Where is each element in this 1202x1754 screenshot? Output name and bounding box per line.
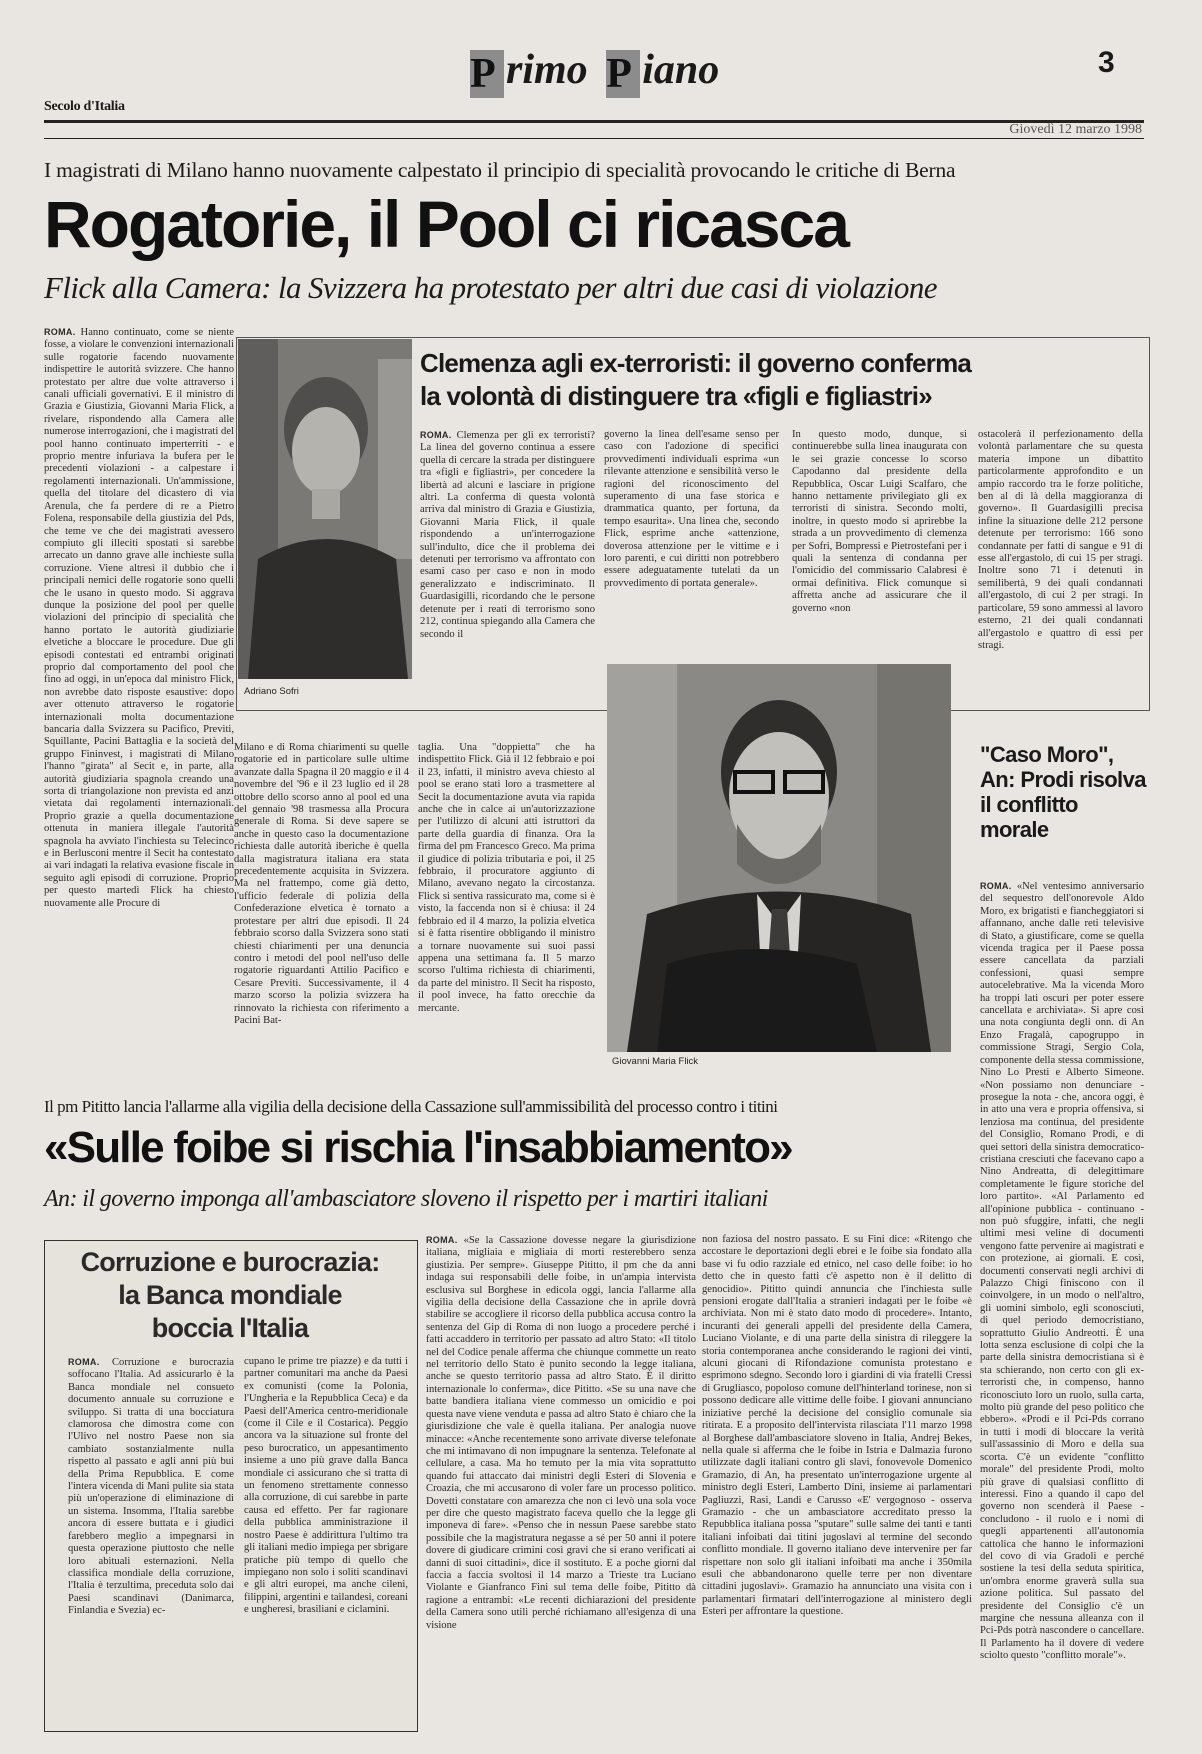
foibe-text-2: non faziosa del nostro passato. E su Fini dice: «Ritengo che accostare le deportazioni degli ebrei e le foibe sia fondato alla base vi fu odio razziale ed etnico, nel caso delle foibe: io ho detto che in questo fatti c'è aspetto non è il delitto di genocidio». Pititto quindi annuncia che l'inchiesta sulle pensioni erogate dall'Italia a stranieri indagati per le foibe «è archiviata. Non mi è stato dato modo di procedere». Intanto, incuranti dei generali appelli del presidente della Camera, Luciano Violante, e di una parte della sinistra di rileggere la storia contemporanea anche considerando le ragioni dei vinti, alcuni giocani di Rifondazione comunista protestano e esprimono sdegno. Secondo loro i giardini di via fratelli Cressi di Grugliasco, popoloso comune dell'hinterland torinese, non si possono dedicare alle vittime delle foibe. I giovani annunciano iniziative perché la decisione del consiglio comunale sia ritirata. E a proposito dell'intervista rilasciata l'11 marzo 1998 al Borghese dall'ambasciatore sloveno in Italia, Andrej Bekes, nella quale si afferma che le foibe in Istria e Dalmazia furono utilizzate dagli italiani contro gli slavi, fonovevole Domenico Gramazio, di An, ha presentato un'interrogazione urgente al ministro degli Esteri, Lamberto Dini, insieme ai parlamentari Pagliuzzi, Rasi, Landi e Carusso «E' vergognoso - osserva Gramazio - che un ambasciatore accreditato presso la Repubblica italiana possa "sputare" sulle salme dei tanti e tanti italiani infoibati dai titini jugoslavi al termine del secondo conflitto mondiale. Il governo italiano deve intervenire per far rispettare non solo gli italiani infoibati ma anche i 350mila esuli che abbandonarono quelle terre per non diventare cittadini jugoslavi». Gramazio ha annunciato una visita con i parlamentari firmatari dell'interrogazione al ministero degli Esteri per affrontare la questione. [702,1234,972,1618]
main-story-column-1 [44,326,234,1054]
banca-headline-line-2: la Banca mondiale [118,1280,342,1310]
sofri-photo [238,339,412,679]
clemenza-headline-line-2: la volontà di distinguere tra «figli e figliastri» [420,381,932,411]
moro-column [980,880,1144,1732]
clemenza-text-1: Clemenza per gli ex terroristi? La linea del governo continua a essere quella di cercare la strada per distinguere tra «figli e figliastri», per concedere la libertà ad alcuni e lasciare in prigione altri. La conferma di questa volontà arriva dal ministro di Grazia e Giustizia, Giovanni Maria Flick, il quale rispondendo a un'interrogazione sull'indulto, dice che il problema dei detenuti per terrorismo va affrontato con esami caso per caso e non in modo generalizzato e indiscriminato. Il Guardasigilli, ricordando che le persone detenute per i reati di terrorismo sono 212, continua spiegando alla Camera che secondo il [420,430,595,640]
clemenza-text-3: In questo modo, dunque, si continuerebbe sulla linea inaugurata con le sei grazie concesse lo scorso Capodanno dal presidente della Repubblica, Oscar Luigi Scalfaro, che hanno nettamente privilegiato gli ex terroristi di sinistra. Secondo molti, inoltre, in questo modo si aprirebbe la strada a un provvedimento di clemenza per Sofri, Bompressi e Pietrostefani per i quali la sentenza di condanna per l'omicidio del commissario Calabresi è ormai definitiva. Flick comunque si affretta anche ad assicurare che il governo «non [792,429,967,614]
moro-dateline: ROMA. [980,881,1012,891]
foibe-column-2 [702,1234,972,1730]
banca-column-2 [244,1356,408,1722]
sofri-caption: Adriano Sofri [244,686,299,697]
flick-portrait-image [607,664,951,1052]
banca-headline-line-1: Corruzione e burocrazia: [80,1247,380,1277]
foibe-headline: «Sulle foibe si rischia l'insabbiamento» [44,1123,792,1172]
clemenza-text-2: governo la linea dell'esame senso per caso con l'adozione di specifici provvedimenti individuali esprima «un rilevante attenzione e sensibilità verso le ragioni del riconoscimento del superamento di una fase storica e drammatica quanto, per fortuna, da tempo esaurita». Una linea che, secondo Flick, esprime anche «attenzione, doverosa attenzione per le vittime e i loro parenti, e cui diritti non potrebbero essere adeguatamente tutelati da un provvedimento di portata generale». [604,429,779,589]
clemenza-column-3 [792,429,967,664]
section-initial-piano: P [606,50,640,98]
flick-photo [607,664,951,1052]
clemenza-column-1 [420,429,595,674]
sofri-portrait-image [238,339,412,679]
moro-headline [980,742,1150,842]
issue-date: Giovedì 12 marzo 1998 [1009,122,1142,137]
main-story-text-2: Milano e di Roma chiarimenti su quelle rogatorie ed in particolare sulle ultime avanzate dalla Spagna il 20 maggio e il 4 novembre del '96 e il 23 luglio ed il 28 ottobre dello scorso anno al pool ed una del gennaio '98 trasmessa alla Procura generale di Roma. Si deve sapere se anche in questo caso la documentazione richiesta dalle autorità iberiche è quella dalla magistratura italiana era stata precedentemente acquisita in Svizzera. Ma nel frattempo, come già detto, l'ufficio federale di polizia della Confederazione elvetica è tornato a protestare per altri due episodi. Il 24 febbraio scorso dalla Svizzera sono stati chiesti chiarimenti per una denuncia contro i metodi del pool nell'uso delle rogatorie riguardanti Attilio Pacifico e Cesare Previti. Successivamente, il 4 marzo scorso la polizia svizzera ha rinnovato la richiesta con riferimento a Pacini Bat- [234,742,409,1026]
banca-headline [46,1246,414,1345]
foibe-column-1 [426,1234,696,1730]
banca-text-2: cupano le prime tre piazze) e da tutti i partner comunitari ma anche da Paesi ex comunisti (come la Polonia, l'Ungheria e la Repubblica Ceca) e da Paesi dell'America centro-meridionale (come il Cile e il Costarica). Peggio ancora va la situazione sul fronte del peso burocratico, un appesantimento insieme a uno più grave dalla Banca mondiale ci assicurano che si tratta di un fenomeno strettamente connesso alla corruzione, di cui sarebbe in parte causa ed effetto. Per far ragionare della pubblica amministrazione il nostro Paese è addirittura l'ultimo tra gli italiani medio impiega per sbrigare pratiche più tempo di quello che impiegano non solo i soliti scandinavi e gli altri europei, ma anche cileni, filippini, argentini e tailandesi, coreani e ungheresi, brasiliani e ciclamini. [244,1356,408,1616]
banca-dateline: ROMA. [68,1357,100,1367]
clemenza-column-4 [978,429,1143,699]
clemenza-column-2 [604,429,779,664]
section-title [470,46,719,98]
banca-column-1 [68,1356,234,1722]
clemenza-headline-line-1: Clemenza agli ex-terroristi: il governo conferma [420,348,972,378]
banca-text-1: Corruzione e burocrazia soffocano l'Italia. Ad assicurarlo è la Banca mondiale nel consueto documento annuale su corruzione e sviluppo. Si tratta di una bocciatura clamorosa che dimostra come con l'Ulivo nel nostro Paese non sia cambiato sostanzialmente nulla rispetto al passato e agli anni più bui della Prima Repubblica. E come l'intera vicenda di Mani pulite sia stata più un'operazione di eliminazione di un sistema. Insomma, l'Italia sarebbe ancora di essere buttata e i giudici farebbero meglio a impegnarsi in questa operazione piuttosto che nelle loro abituali esternazioni. Nella classifica mondiale della corruzione, l'Italia è terzultima, preceduta solo dai Paesi scandinavi (Danimarca, Finlandia e Svezia) ec- [68,1357,234,1617]
clemenza-text-4: ostacolerà il perfezionamento della volontà parlamentare che su questa materia impone un dibattito particolarmente approfondito e un ampio raccordo tra le forze politiche, ben al di là della maggioranza di governo». Il Guardasigilli precisa infine la situazione delle 212 persone detenute per terrorismo: 166 sono condannate per fatti di sangue e 91 di esse all'ergastolo, di cui 15 per stragi. Inoltre sono 71 i detenuti in semilibertà, 9 dei quali condannati all'ergastolo, di cui 2 per stragi. In particolare, 59 sono ammessi al lavoro esterno, 21 dei quali condannati all'ergastolo e quattro di essi per stragi. [978,429,1143,651]
main-subhead: Flick alla Camera: la Svizzera ha protestato per altri due casi di violazione [44,270,937,305]
paper-name: Secolo d'Italia [44,99,125,114]
main-story-column-3 [418,742,595,1042]
section-word-piano: iano [642,47,720,93]
moro-headline-quote: "Caso Moro", An: [980,742,1114,792]
page-number: 3 [1098,46,1115,79]
flick-caption: Giovanni Maria Flick [612,1056,699,1067]
section-initial-primo: P [470,50,504,98]
moro-headline-rest: Prodi risolva il conflitto morale [980,767,1146,842]
foibe-dateline: ROMA. [426,1235,458,1245]
main-story-text-1: Hanno continuato, come se niente fosse, a violare le convenzioni internazionali sulle rogatorie facendo nuovamente indispettire le autorità svizzere. Che hanno protestato per altre due volte attraverso i canali ufficiali governativi. E il ministro di Grazia e Giustizia, Giovanni Maria Flick, a rivelare, rispondendo alla Camera alle numerose interrogazioni, che i magistrati del pool hanno continuato imperterriti - e proprio mentre infuriava la bufera per le precedenti violazioni - a calpestare i regolamenti internazionali. Un'ammissione, quella del titolare del dicastero di via Arenula, che fa perdere di re a Pietro Folena, responsabile della giustizia del Pds, che teme ve che dei magistrati avessero compiuto gli illeciti spostati si sarebbe arrecato un danno grave alle inchieste sulla corruzione. Viene altresì il dubbio che i principali nemici delle rogatorie sono quelli che le usano in questo modo. Si aggrava dunque la posizione del pool per quelle violazioni del principio di specialità che hanno portato le autorità giudiziarie elvetiche a bloccare le procedure. Due gli episodi contestati ed entrambi originati proprio dal comportamento del pool che fino ad oggi, in un'epoca dal ministro Flick, non avrebbe dato risposte esaustive: dopo aver ottenuto attraverso le rogatorie internazionali molta documentazione bancaria dalla Svizzera su Pacifico, Previti, Squillante, Pacini Battaglia e la società del gruppo Fininvest, i magistrati di Milano l'hanno "girata" al Secit e, in parte, alla autorità giudiziaria spagnola creando una sorta di triangolazione non prevista ed anzi vietata dai regolamenti internazionali. Proprio grazie a quella documentazione ottenuta in maniera illegale l'autorità spagnola ha avviato l'inchiesta su Telecinco e in Berlusconi mentre il Secit ha contestato ai vari indagati la relativa evasione fiscale in seguito agli episodi di corruzione. Proprio per questo martedì Flick ha chiesto nuovamente alle Procure di [44,327,234,909]
main-kicker: I magistrati di Milano hanno nuovamente calpestato il principio di specialità provocando le critiche di Berna [44,158,956,182]
section-word-primo: rimo [506,47,588,93]
foibe-text-1: «Se la Cassazione dovesse negare la giurisdizione italiana, migliaia e migliaia di morti resterebbero senza giustizia. Per sempre». Giuseppe Pititto, il pm che da anni indaga sui responsabili delle foibe, in un'ampia intervista esclusiva sul Borghese in edicola oggi, lancia l'allarme alla vigilia della decisione della Cassazione che in aprile dovrà stabilire se accogliere il ricorso della pubblica accusa contro la sentenza del Gip di Roma di non luogo a procedere perché i fatti accaddero in territorio per passato ad altro Stato: «Il titolo nel del Codice penale afferma che chiunque commette un reato nel territorio dello Stato è punito secondo la legge italiana, anche se questo territorio passa ad altro Stato. È il diritto internazionale lo conferma», dice Pititto. «Se su una nave che batte bandiera italiana viene commesso un omicidio e poi questa nave viene venduta e passa ad altro Stato è chiaro che la giurisdizione che vale è quella italiana. Per analogia nuove minacce: «Anche recentemente sono arrivate diverse telefonate che mi intimavano di non impugnare la sentenza. Telefonate al cellulare, a casa. Ma ho temuto per la mia vita soprattutto quando fui attaccato dai ministri degli Esteri di Slovenia e Croazia, che mi accusarono di voler fare un processo politico. Dovetti constatare con amarezza che non ci levò una sola voce per dire che questo magistrato faceva quello che la legge gli imponeva di fare». «Penso che in nessun Paese sarebbe stato possibile che la magistratura negasse a sé per 50 anni il potere dovere di giudicare crimini così gravi che si erano verificati ai danni di suoi cittadini», dice il sostituto. E a poche giorni dal faccia a faccia svoltosi il 14 marzo a Trieste tra Luciano Violante e Gianfranco Fini sul tema delle foibe, Pititto dà ragione a entrambi: «Le recenti dichiarazioni del presidente della Camera sono utili perché richiamano all'esigenza di una visione [426,1235,696,1631]
main-story-text-3: taglia. Una "doppietta" che ha indispettito Flick. Già il 12 febbraio e poi il 23, infatti, il ministro aveva chiesto al pool se erano stati loro a trasmettere al Secit la documentazione avuta via rapida anche che in calce ai un'autorizzazione per l'utilizzo di alcuni atti istruttori da parte della guardia di finanza. Ora la firma del pm Francesco Greco. Ma prima il giudice di polizia tributaria e poi, il 25 febbraio, il procuratore aggiunto di Milano, avevano negato la circostanza. Flick si sentiva rassicurato ma, come si è visto, la faccenda non si è chiusa: il 24 febbraio ed il 4 marzo, la polizia elvetica si è fatta risentire obbligando il ministro a tornare nuovamente sui suoi passi appena una settimana fa. Il 5 marzo scorso l'ultima richiesta di chiarimenti, da parte del ministro. Il Secit ha risposto, il pool invece, ha fatto orecchie da mercante. [418,742,595,1014]
main-headline: Rogatorie, il Pool ci ricasca [44,187,848,261]
dateline: ROMA. [44,327,76,337]
moro-text: «Nel ventesimo anniversario del sequestro dell'onorevole Aldo Moro, ex brigatisti e fiancheggiatori si affannano, anche dalle reti televisive di Stato, a giustificare, come se quella vicenda tragica per il Paese possa essere cancellata da parziali confessioni, quasi sempre autocelebrative. Ma la vicenda Moro ha troppi lati oscuri per poter essere cancellata e archiviata». Si apre così una nota congiunta degli onn. di An Enzo Fragalà, capogruppo in commissione Stragi, Sergio Cola, componente della stessa commissione, Nino Lo Presti e Alberto Simeone. «Non possiamo non denunciare - prosegue la nota - che, ancora oggi, è in atto una vera e propria offensiva, si lenziosa ma continua, del presidente del Consiglio, Romano Prodi, e di quei settori della sinistra democratico-cristiana cresciuti che facevano capo a Nino Andreatta, di delegittimare completamente le figure storiche del loro partito». «Al Parlamento ed all'opinione pubblica - continuano - non può sfuggire, infatti, che negli ultimi mesi veline di documenti vengono fatte pervenire ai magistrati e con protezione, ai giornali. E così, documenti conservati negli archivi di Palazzo Chigi finiscono con il coinvolgere, in un modo o nell'altro, gli uomini simbolo, egli sconosciuti, di quel periodo democristiano, soprattutto Giulio Andreotti. È una lotta senza esclusione di colpi che la parte della sinistra democristiana sì è sta schierando, non certo con gli ex-terroristi che, in compenso, hanno riconosciuto loro un ruolo, sulla carta, molto più grande del peso politico che ebbero». «Prodi e il Pci-Pds corrano in tutti i modi di bloccare la verità sull'assassinio di Moro e della sua scorta. C'è un evidente "conflitto morale" del presidente Prodi, molto più grave di qualsiasi conflitto di interessi. Fino a quando il capo del governo non scenderà il Paese - concludono - il ruolo e i nomi di quegli appartenenti all'autonomia cattolica che hanno le informazioni del covo di via Gradoli e perché sostiene la tesi della seduta spiritica, un'ombra enorme graverà sulla sua azione politica. Sul passato del presidente del Consiglio c'è un margine che nessuna alleanza con il Pci-Pds potrà nascondere o cancellare. Il Parlamento ha il dovere di vedere sciolto questo "conflitto morale"». [980,881,1144,1662]
masthead-rule-bottom [44,138,1144,139]
foibe-kicker: Il pm Pititto lancia l'allarme alla vigilia della decisione della Cassazione sull'ammissibilità del processo contro i titini [44,1097,778,1116]
clemenza-dateline: ROMA. [420,430,452,440]
main-story-column-2 [234,742,409,1054]
foibe-subhead: An: il governo imponga all'ambasciatore sloveno il rispetto per i martiri italiani [44,1186,768,1212]
banca-headline-line-3: boccia l'Italia [151,1313,309,1343]
